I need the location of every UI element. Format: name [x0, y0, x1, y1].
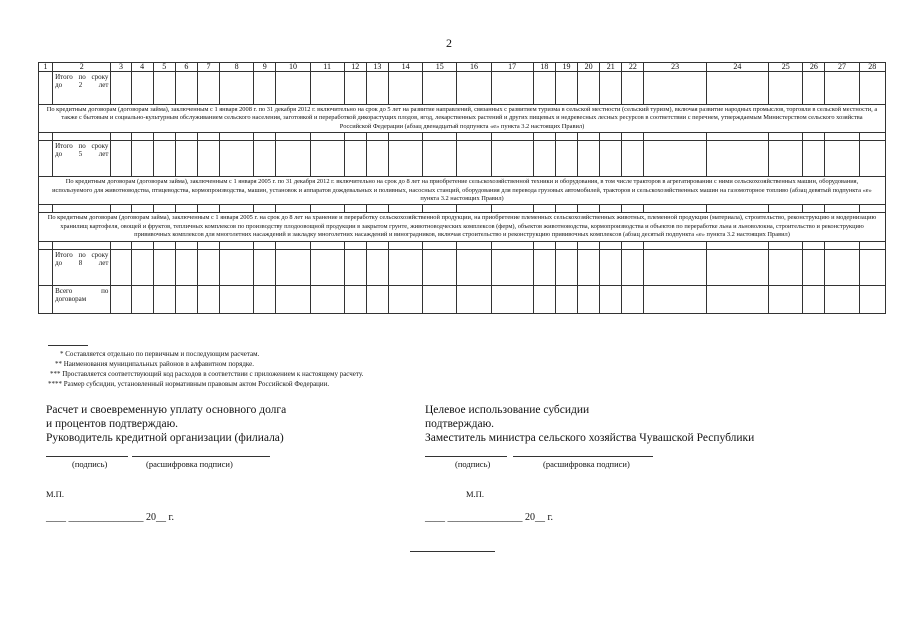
table-cell	[131, 285, 153, 313]
table-cell	[388, 249, 422, 285]
table-cell	[491, 285, 533, 313]
table-cell	[153, 241, 175, 249]
table-cell	[769, 249, 803, 285]
table-cell	[310, 205, 344, 213]
table-cell	[310, 72, 344, 105]
table-cell	[131, 205, 153, 213]
table-cell	[803, 249, 825, 285]
table-cell	[344, 205, 366, 213]
table-cell	[600, 241, 622, 249]
table-cell	[276, 133, 310, 141]
table-cell	[276, 141, 310, 177]
table-cell	[600, 141, 622, 177]
table-row	[39, 133, 886, 141]
table-cell	[39, 205, 53, 213]
table-cell	[131, 133, 153, 141]
column-number: 14	[388, 63, 422, 72]
table-cell	[578, 205, 600, 213]
total-row-8-years	[39, 249, 886, 285]
column-number: 11	[310, 63, 344, 72]
table-cell	[366, 72, 388, 105]
table-cell	[39, 249, 53, 285]
table-cell	[859, 249, 885, 285]
table-cell	[254, 249, 276, 285]
table-cell	[803, 241, 825, 249]
table-cell	[491, 72, 533, 105]
table-cell	[197, 241, 219, 249]
table-cell	[423, 285, 457, 313]
table-cell	[622, 141, 644, 177]
table-cell	[578, 72, 600, 105]
table-cell	[769, 205, 803, 213]
footnote: * Составляется отдельно по первичным и последующим расчетам.	[60, 350, 260, 358]
table-cell	[491, 205, 533, 213]
table-cell	[622, 205, 644, 213]
footnote: *** Проставляется соответствующий код расходов в соответствии с приложением к настоящему расчету.	[50, 370, 364, 378]
column-number: 2	[53, 63, 111, 72]
table-cell	[622, 241, 644, 249]
column-number: 18	[533, 63, 555, 72]
table-cell	[366, 205, 388, 213]
column-number: 27	[825, 63, 859, 72]
table-cell	[859, 285, 885, 313]
table-cell	[39, 241, 53, 249]
table-cell	[457, 285, 491, 313]
table-cell	[600, 205, 622, 213]
table-cell	[706, 133, 768, 141]
ministry-confirmation-line: Целевое использование субсидии	[425, 404, 590, 416]
table-cell	[254, 241, 276, 249]
table-cell	[388, 205, 422, 213]
table-cell	[803, 205, 825, 213]
table-cell	[366, 241, 388, 249]
signature-decoding-line	[513, 456, 653, 457]
column-number: 3	[111, 63, 131, 72]
table-cell	[111, 241, 131, 249]
table-cell	[825, 285, 859, 313]
table-cell	[491, 241, 533, 249]
column-number: 6	[175, 63, 197, 72]
table-cell	[53, 205, 111, 213]
table-cell	[644, 205, 706, 213]
table-cell	[706, 141, 768, 177]
ministry-confirmation-block	[425, 403, 865, 445]
table-cell	[254, 133, 276, 141]
table-cell	[276, 241, 310, 249]
end-separator	[410, 551, 495, 552]
table-cell	[555, 133, 577, 141]
table-cell	[769, 285, 803, 313]
decoding-caption: (расшифровка подписи)	[146, 459, 233, 469]
table-cell	[197, 205, 219, 213]
column-number: 13	[366, 63, 388, 72]
table-cell	[423, 205, 457, 213]
table-cell	[111, 285, 131, 313]
table-cell	[388, 72, 422, 105]
ministry-confirmation-line: подтверждаю.	[425, 418, 495, 430]
column-number: 12	[344, 63, 366, 72]
table-cell	[131, 249, 153, 285]
table-cell	[457, 72, 491, 105]
table-cell	[39, 285, 53, 313]
table-cell	[825, 72, 859, 105]
table-cell	[111, 205, 131, 213]
table-cell	[555, 205, 577, 213]
date-line: ____ _______________ 20__ г.	[46, 512, 174, 523]
footnotes	[48, 349, 363, 389]
signature-line	[46, 456, 128, 457]
table-cell	[706, 249, 768, 285]
section-agricultural-machinery	[39, 177, 886, 205]
table-cell	[803, 141, 825, 177]
table-cell	[533, 285, 555, 313]
row-label: Итого по сроку до 2 лет	[53, 72, 111, 105]
column-number: 9	[254, 63, 276, 72]
table-cell	[153, 72, 175, 105]
table-cell	[555, 241, 577, 249]
table-cell	[344, 133, 366, 141]
row-label: Итого по сроку до 8 лет	[53, 249, 111, 285]
table-cell	[153, 133, 175, 141]
table-cell	[423, 72, 457, 105]
column-number: 7	[197, 63, 219, 72]
table-cell	[276, 285, 310, 313]
table-cell	[825, 241, 859, 249]
bank-confirmation-line: и процентов подтверждаю.	[46, 418, 179, 430]
column-number: 23	[644, 63, 706, 72]
table-cell	[769, 133, 803, 141]
table-cell	[533, 205, 555, 213]
table-cell	[153, 141, 175, 177]
table-cell	[555, 72, 577, 105]
subsidy-calculation-table	[38, 62, 886, 314]
table-row	[39, 205, 886, 213]
table-cell	[39, 133, 53, 141]
table-cell	[197, 141, 219, 177]
table-cell	[423, 241, 457, 249]
table-cell	[344, 285, 366, 313]
table-cell	[276, 205, 310, 213]
section-rural-tourism	[39, 105, 886, 133]
table-cell	[254, 72, 276, 105]
table-cell	[220, 285, 254, 313]
table-cell	[555, 285, 577, 313]
table-cell	[366, 249, 388, 285]
footnote-separator	[48, 345, 88, 346]
table-cell	[600, 133, 622, 141]
table-cell	[366, 141, 388, 177]
table-cell	[388, 241, 422, 249]
table-cell	[533, 72, 555, 105]
column-number: 22	[622, 63, 644, 72]
grand-total-row	[39, 285, 886, 313]
table-cell	[769, 72, 803, 105]
table-cell	[600, 249, 622, 285]
table-cell	[276, 249, 310, 285]
table-cell	[491, 141, 533, 177]
table-cell	[622, 72, 644, 105]
bank-head-title: Руководитель кредитной организации (филиала)	[46, 432, 284, 444]
table-cell	[578, 241, 600, 249]
table-cell	[769, 241, 803, 249]
table-cell	[491, 249, 533, 285]
table-cell	[533, 133, 555, 141]
table-cell	[423, 249, 457, 285]
column-number: 20	[578, 63, 600, 72]
table-cell	[220, 249, 254, 285]
table-cell	[39, 72, 53, 105]
row-label: Итого по сроку до 5 лет	[53, 141, 111, 177]
table-cell	[153, 205, 175, 213]
deputy-minister-title: Заместитель министра сельского хозяйства Чувашской Республики	[425, 432, 755, 444]
table-cell	[803, 133, 825, 141]
column-number: 16	[457, 63, 491, 72]
table-cell	[423, 141, 457, 177]
table-cell	[533, 241, 555, 249]
table-cell	[310, 141, 344, 177]
column-number: 5	[153, 63, 175, 72]
table-cell	[769, 141, 803, 177]
table-cell	[600, 72, 622, 105]
table-cell	[578, 285, 600, 313]
table-cell	[254, 285, 276, 313]
table-cell	[366, 285, 388, 313]
table-cell	[644, 72, 706, 105]
table-cell	[310, 285, 344, 313]
table-cell	[175, 285, 197, 313]
table-cell	[622, 285, 644, 313]
table-cell	[825, 205, 859, 213]
table-cell	[175, 72, 197, 105]
column-number: 17	[491, 63, 533, 72]
column-number: 28	[859, 63, 885, 72]
table-cell	[644, 285, 706, 313]
total-row-5-years	[39, 141, 886, 177]
column-number: 19	[555, 63, 577, 72]
signature-caption: (подпись)	[72, 459, 108, 469]
signature-caption: (подпись)	[455, 459, 491, 469]
table-cell	[220, 141, 254, 177]
table-cell	[344, 141, 366, 177]
table-cell	[131, 141, 153, 177]
table-cell	[644, 141, 706, 177]
table-cell	[175, 133, 197, 141]
table-cell	[131, 241, 153, 249]
table-cell	[175, 205, 197, 213]
table-cell	[175, 141, 197, 177]
table-cell	[53, 133, 111, 141]
table-cell	[622, 133, 644, 141]
table-cell	[366, 133, 388, 141]
stamp-placeholder: М.П.	[46, 489, 64, 499]
stamp-placeholder: М.П.	[466, 489, 484, 499]
table-cell	[644, 249, 706, 285]
column-number: 24	[706, 63, 768, 72]
table-cell	[706, 241, 768, 249]
table-cell	[644, 133, 706, 141]
table-cell	[344, 72, 366, 105]
table-cell	[310, 241, 344, 249]
column-number: 1	[39, 63, 53, 72]
table-cell	[111, 72, 131, 105]
table-cell	[276, 72, 310, 105]
table-cell	[803, 285, 825, 313]
table-cell	[388, 133, 422, 141]
table-cell	[344, 241, 366, 249]
table-cell	[111, 249, 131, 285]
table-cell	[859, 241, 885, 249]
column-number: 10	[276, 63, 310, 72]
table-cell	[220, 205, 254, 213]
table-cell	[825, 133, 859, 141]
footnote: ** Наименования муниципальных районов в алфавитном порядке.	[55, 360, 254, 368]
table-cell	[491, 133, 533, 141]
table-cell	[457, 249, 491, 285]
section-heading: По кредитным договорам (договорам займа), заключенным с 1 января 2005 г. по 31 декабря 2012 г. включительно на срок до 8 лет на приобретение сельскохозяйственной техники и оборудования, в том числе тракторов в агрегатировании с ними сельскохозяйственных машин, оборудования, используемого для животноводства, птицеводства, кормопроизводства, машин, установок и аппаратов дождевальных и поливных, насосных станций, оборудования для перевода грузовых автомобилей, тракторов и сельскохозяйственных машин на газомоторное топливо (абзац девятый подпункта «е» пункта 3.2 настоящих Правил)	[39, 177, 886, 205]
table-cell	[197, 285, 219, 313]
table-cell	[254, 205, 276, 213]
table-cell	[111, 133, 131, 141]
table-cell	[578, 249, 600, 285]
section-heading: По кредитным договорам (договорам займа), заключенным с 1 января 2005 г. на срок до 8 лет на хранение и переработку сельскохозяйственной продукции, на приобретение племенных сельскохозяйственных животных, племенной продукции (материала), строительство, реконструкцию и модернизацию хранилищ картофеля, овощей и фруктов, тепличных комплексов по производству плодоовощной продукции в закрытом грунте, животноводческих комплексов (ферм), объектов животноводства, кормопроизводства и объектов по переработке льна и льноволокна, строительство и реконструкцию прививочных комплексов для многолетних насаждений и закладку многолетних насаждений и виноградников, включая строительство и реконструкцию прививочных комплексов (абзац десятый подпункта «е» пункта 3.2 настоящих Правил)	[39, 213, 886, 241]
table-cell	[533, 249, 555, 285]
table-cell	[175, 241, 197, 249]
table-cell	[197, 249, 219, 285]
table-cell	[555, 141, 577, 177]
table-cell	[254, 141, 276, 177]
table-cell	[388, 141, 422, 177]
table-cell	[197, 72, 219, 105]
table-cell	[825, 141, 859, 177]
table-cell	[153, 285, 175, 313]
table-cell	[457, 133, 491, 141]
table-cell	[859, 205, 885, 213]
date-line: ____ _______________ 20__ г.	[425, 512, 553, 523]
table-row	[39, 241, 886, 249]
table-cell	[53, 241, 111, 249]
total-row-2-years	[39, 72, 886, 105]
table-cell	[111, 141, 131, 177]
column-number-row	[39, 63, 886, 72]
table-cell	[859, 133, 885, 141]
table-cell	[600, 285, 622, 313]
table-cell	[153, 249, 175, 285]
row-label: Всего по договорам	[53, 285, 111, 313]
table-cell	[220, 133, 254, 141]
page-number: 2	[446, 36, 452, 50]
table-cell	[533, 141, 555, 177]
table-cell	[197, 133, 219, 141]
signature-decoding-line	[132, 456, 270, 457]
bank-confirmation-block	[46, 403, 396, 445]
table-cell	[457, 241, 491, 249]
table-cell	[310, 249, 344, 285]
decoding-caption: (расшифровка подписи)	[543, 459, 630, 469]
table-cell	[803, 72, 825, 105]
column-number: 8	[220, 63, 254, 72]
table-cell	[131, 72, 153, 105]
table-cell	[706, 285, 768, 313]
column-number: 15	[423, 63, 457, 72]
table-cell	[578, 133, 600, 141]
table-cell	[555, 249, 577, 285]
bank-confirmation-line: Расчет и своевременную уплату основного долга	[46, 404, 287, 416]
column-number: 21	[600, 63, 622, 72]
table-cell	[859, 141, 885, 177]
table-cell	[644, 241, 706, 249]
table-cell	[706, 205, 768, 213]
table-cell	[310, 133, 344, 141]
table-cell	[175, 249, 197, 285]
footnote: **** Размер субсидии, установленный нормативным правовым актом Российской Федерации.	[48, 380, 330, 388]
table-cell	[344, 249, 366, 285]
table-cell	[423, 133, 457, 141]
table-cell	[388, 285, 422, 313]
table-cell	[859, 72, 885, 105]
table-cell	[220, 72, 254, 105]
table-cell	[457, 141, 491, 177]
table-cell	[622, 249, 644, 285]
section-heading: По кредитным договорам (договорам займа), заключенным с 1 января 2008 г. по 31 декабря 2012 г. включительно на срок до 5 лет на развитие направлений, связанных с развитием туризма в сельской местности (сельский туризм), включая развитие народных промыслов, торговли в сельской местности, а также с бытовым и социально-культурным обслуживанием сельского населения, заготовкой и переработкой дикорастущих плодов, ягод, лекарственных растений и других пищевых и недревесных лесных ресурсов в соответствии с перечнем, утверждаемым Министерством сельского хозяйства Российской Федерации (абзац двенадцатый подпункта «е» пункта 3.2 настоящих Правил)	[39, 105, 886, 133]
table-cell	[220, 241, 254, 249]
column-number: 25	[769, 63, 803, 72]
column-number: 4	[131, 63, 153, 72]
table-cell	[578, 141, 600, 177]
table-cell	[706, 72, 768, 105]
table-cell	[457, 205, 491, 213]
section-storage-processing	[39, 213, 886, 241]
column-number: 26	[803, 63, 825, 72]
table-cell	[825, 249, 859, 285]
table-cell	[39, 141, 53, 177]
signature-line	[425, 456, 507, 457]
